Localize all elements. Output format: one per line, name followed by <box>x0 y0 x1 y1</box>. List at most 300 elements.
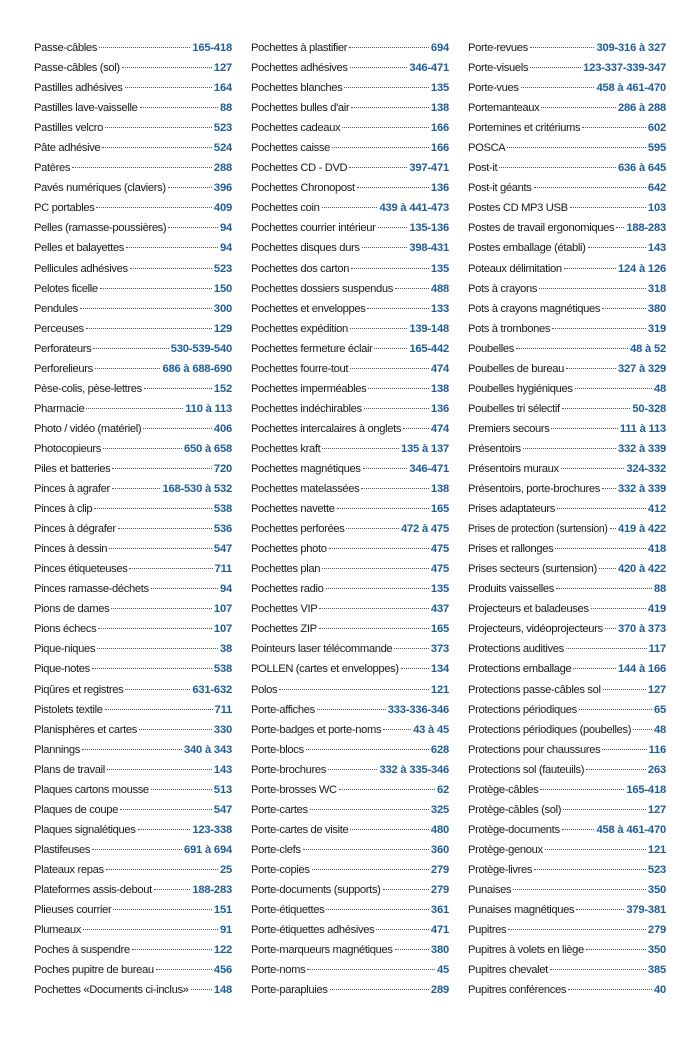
index-entry <box>251 178 449 198</box>
page-reference: 420 à 422 <box>618 563 666 576</box>
index-entry <box>251 379 449 399</box>
dot-leader <box>562 829 595 830</box>
dot-leader <box>107 769 212 770</box>
index-entry <box>468 339 666 359</box>
dot-leader <box>92 849 182 850</box>
dot-leader <box>339 789 435 790</box>
index-entry <box>468 519 666 539</box>
index-term: Premiers secours <box>468 422 550 435</box>
dot-leader <box>130 268 212 269</box>
dot-leader <box>499 167 616 168</box>
dot-leader <box>555 548 646 549</box>
dot-leader <box>357 187 429 188</box>
index-entry <box>468 940 666 960</box>
dot-leader <box>103 448 182 449</box>
index-entry <box>251 840 449 860</box>
index-entry <box>34 339 232 359</box>
index-term: Protections sol (fauteuils) <box>468 763 585 776</box>
page-reference: 127 <box>213 62 232 75</box>
dot-leader <box>576 909 624 910</box>
index-entry <box>468 279 666 299</box>
page-reference: 121 <box>430 683 449 696</box>
page-reference: 711 <box>214 563 232 576</box>
index-term: Pastilles velcro <box>34 122 104 135</box>
index-term: Pique-niques <box>34 643 96 656</box>
dot-leader <box>100 288 212 289</box>
page-reference: 117 <box>648 643 666 656</box>
index-term: Plateaux repas <box>34 863 104 876</box>
index-term: Pochettes magnétiques <box>251 462 361 475</box>
page-reference: 103 <box>647 202 666 215</box>
index-entry <box>34 439 232 459</box>
dot-leader <box>143 428 212 429</box>
index-term: Poches pupitre de bureau <box>34 964 154 977</box>
index-term: Pochettes plan <box>251 563 321 576</box>
index-term: Pinces à agrafer <box>34 483 110 496</box>
page-reference: 595 <box>647 142 666 155</box>
dot-leader <box>383 729 411 730</box>
page-reference: 40 <box>653 984 666 997</box>
page-reference: 409 <box>213 202 232 215</box>
dot-leader <box>317 709 386 710</box>
dot-leader <box>556 588 652 589</box>
index-entry <box>251 680 449 700</box>
index-entry <box>251 259 449 279</box>
dot-leader <box>605 628 616 629</box>
dot-leader <box>376 929 429 930</box>
dot-leader <box>363 468 408 469</box>
dot-leader <box>139 729 212 730</box>
index-entry <box>34 760 232 780</box>
index-entry <box>468 800 666 820</box>
index-entry <box>251 279 449 299</box>
index-entry <box>251 138 449 158</box>
index-entry <box>468 359 666 379</box>
page-reference: 94 <box>219 222 232 235</box>
index-entry <box>34 399 232 419</box>
page-reference: 330 <box>213 723 232 736</box>
page-reference: 121 <box>647 843 666 856</box>
dot-leader <box>111 608 212 609</box>
page-reference: 127 <box>647 683 666 696</box>
page-reference: 165-418 <box>192 42 232 54</box>
index-term: Pochettes kraft <box>251 442 321 455</box>
index-term: Protège-câbles <box>468 783 539 796</box>
dot-leader <box>350 829 429 830</box>
dot-leader <box>351 107 429 108</box>
index-term: Post-it géants <box>468 182 532 195</box>
index-term: Pellicules adhésives <box>34 262 128 275</box>
dot-leader <box>132 949 212 950</box>
index-entry <box>468 158 666 178</box>
index-term: Porte-marqueurs magnétiques <box>251 944 393 957</box>
index-term: Pochettes ZIP <box>251 623 317 636</box>
dot-leader <box>322 568 429 569</box>
index-term: Protège-documents <box>468 823 560 836</box>
index-entry <box>251 760 449 780</box>
index-entry <box>468 599 666 619</box>
index-term: Pinces étiqueteuses <box>34 563 128 576</box>
dot-leader <box>521 87 595 88</box>
dot-leader <box>513 889 646 890</box>
dot-leader <box>564 268 616 269</box>
index-term: Pèse-colis, pèse-lettres <box>34 382 142 395</box>
page-reference: 488 <box>430 282 449 295</box>
page-reference: 360 <box>430 843 449 856</box>
index-term: Pupitres <box>468 924 507 937</box>
index-term: Porte-affiches <box>251 703 315 716</box>
index-term: Poubelles hygiéniques <box>468 382 573 395</box>
index-term: Porte-noms <box>251 964 306 977</box>
index-term: Pochettes à plastifier <box>251 42 348 54</box>
page-reference: 123-337-339-347 <box>583 62 666 75</box>
index-term: Plumeaux <box>34 924 81 937</box>
page-reference: 524 <box>213 142 232 155</box>
index-term: Pochettes coin <box>251 202 320 215</box>
index-column-2 <box>251 38 449 1000</box>
index-entry <box>34 479 232 499</box>
index-entry <box>251 439 449 459</box>
index-term: Pochettes blanches <box>251 82 343 95</box>
index-term: Plateformes assis-debout <box>34 883 152 896</box>
page-reference: 48 à 52 <box>630 342 666 355</box>
dot-leader <box>579 709 652 710</box>
dot-leader <box>394 648 429 649</box>
index-term: Postes emballage (établi) <box>468 242 586 255</box>
index-entry <box>468 680 666 700</box>
index-entry <box>34 880 232 900</box>
index-entry <box>468 138 666 158</box>
dot-leader <box>602 488 616 489</box>
page-reference: 471 <box>430 924 449 937</box>
index-term: Protections périodiques <box>468 703 577 716</box>
index-term: Porte-revues <box>468 42 528 54</box>
index-entry <box>34 499 232 519</box>
dot-leader <box>603 689 646 690</box>
dot-leader <box>129 568 212 569</box>
index-term: Protège-genoux <box>468 843 543 856</box>
dot-leader <box>307 969 435 970</box>
page-reference: 380 <box>430 944 449 957</box>
index-entry <box>251 519 449 539</box>
dot-leader <box>395 949 429 950</box>
index-term: Pochettes indéchirables <box>251 402 362 415</box>
page-reference: 188-283 <box>626 222 666 235</box>
index-term: Pots à trombones <box>468 322 551 335</box>
page-reference: 373 <box>430 643 449 656</box>
page-reference: 406 <box>213 422 232 435</box>
index-entry <box>34 960 232 980</box>
index-term: Pupitres chevalet <box>468 964 548 977</box>
dot-leader <box>534 187 646 188</box>
index-term: Protections auditives <box>468 643 564 656</box>
index-term: Punaises magnétiques <box>468 904 575 917</box>
index-entry <box>468 740 666 760</box>
page-reference: 691 à 694 <box>184 843 232 856</box>
dot-leader <box>126 247 218 248</box>
index-term: Photocopieurs <box>34 442 101 455</box>
index-entry <box>468 178 666 198</box>
index-entry <box>34 359 232 379</box>
index-entry <box>251 900 449 920</box>
dot-leader <box>105 127 212 128</box>
dot-leader <box>562 408 631 409</box>
index-term: Pochettes imperméables <box>251 382 367 395</box>
index-term: Pions échecs <box>34 623 97 636</box>
page-reference: 346-471 <box>409 62 449 75</box>
dot-leader <box>508 929 646 930</box>
index-term: Pochettes radio <box>251 583 324 596</box>
page-reference: 474 <box>430 422 449 435</box>
page-reference: 143 <box>647 242 666 255</box>
page-reference: 279 <box>647 924 666 937</box>
dot-leader <box>109 548 212 549</box>
page-reference: 458 à 461-470 <box>596 82 666 95</box>
index-entry <box>34 780 232 800</box>
dot-leader <box>602 308 646 309</box>
page-reference: 686 à 688-690 <box>162 362 232 375</box>
index-term: Pochettes «Documents ci-inclus» <box>34 984 189 997</box>
index-term: Porte-documents (supports) <box>251 883 381 896</box>
index-term: Pochettes CD - DVD <box>251 162 348 175</box>
page-reference: 694 <box>430 42 449 54</box>
page-reference: 456 <box>213 964 232 977</box>
index-entry <box>34 900 232 920</box>
index-entry <box>251 539 449 559</box>
index-term: Portemines et critériums <box>468 122 581 135</box>
index-entry <box>34 519 232 539</box>
page-reference: 263 <box>647 763 666 776</box>
index-term: Pistolets textile <box>34 703 103 716</box>
index-term: Porte-étiquettes adhésives <box>251 924 375 937</box>
dot-leader <box>367 308 428 309</box>
page-reference: 43 à 45 <box>413 723 449 736</box>
index-entry <box>251 58 449 78</box>
index-entry <box>468 299 666 319</box>
page-reference: 289 <box>430 984 449 997</box>
index-term: Pochettes fermeture éclair <box>251 342 373 355</box>
index-entry <box>251 459 449 479</box>
index-entry <box>468 379 666 399</box>
index-entry <box>468 479 666 499</box>
dot-leader <box>403 428 429 429</box>
page-reference: 475 <box>430 543 449 556</box>
page-reference: 129 <box>213 322 232 335</box>
page-reference: 412 <box>647 503 666 516</box>
dot-leader <box>350 67 408 68</box>
index-entry <box>251 299 449 319</box>
dot-leader <box>523 448 616 449</box>
index-term: Polos <box>251 683 278 696</box>
page-reference: 288 <box>213 162 232 175</box>
index-entry <box>251 960 449 980</box>
index-term: Pochettes bulles d'air <box>251 102 350 115</box>
index-term: Postes CD MP3 USB <box>468 202 568 215</box>
index-entry <box>34 579 232 599</box>
index-term: Projecteurs et baladeuses <box>468 603 589 616</box>
index-entry <box>251 659 449 679</box>
page-reference: 50-328 <box>632 402 666 415</box>
page-reference: 602 <box>647 122 666 135</box>
page-reference: 396 <box>213 182 232 195</box>
dot-leader <box>191 989 212 990</box>
index-term: Pochettes intercalaires à onglets <box>251 422 402 435</box>
index-term: Porte-cartes de visite <box>251 823 349 836</box>
page-reference: 136 <box>430 402 449 415</box>
index-entry <box>251 880 449 900</box>
page-reference: 116 <box>648 743 666 756</box>
index-entry <box>34 218 232 238</box>
index-term: Porte-blocs <box>251 743 304 756</box>
index-entry <box>34 238 232 258</box>
page-reference: 135 <box>430 583 449 596</box>
page-reference: 143 <box>213 763 232 776</box>
page-reference: 188-283 <box>192 883 232 896</box>
page-reference: 318 <box>647 282 666 295</box>
index-term: Poubelles de bureau <box>468 362 564 375</box>
dot-leader <box>374 348 407 349</box>
index-term: Pinces ramasse-déchets <box>34 583 149 596</box>
index-term: Plans de travail <box>34 763 105 776</box>
dot-leader <box>168 227 218 228</box>
page-reference: 165 <box>430 623 449 636</box>
page-reference: 379-381 <box>626 904 666 917</box>
index-term: Pointeurs laser télécommande <box>251 643 393 656</box>
index-term: Pelles (ramasse-poussières) <box>34 222 167 235</box>
dot-leader <box>326 909 429 910</box>
index-entry <box>34 840 232 860</box>
index-term: Photo / vidéo (matériel) <box>34 422 142 435</box>
index-entry <box>251 780 449 800</box>
index-term: Pochettes caisse <box>251 142 330 155</box>
dot-leader <box>80 308 212 309</box>
page-reference: 475 <box>430 563 449 576</box>
index-term: Perceuses <box>34 322 84 335</box>
index-term: Pendules <box>34 302 78 315</box>
dot-leader <box>102 147 212 148</box>
dot-leader <box>105 709 213 710</box>
dot-leader <box>383 889 429 890</box>
dot-leader <box>573 668 616 669</box>
page-reference: 150 <box>213 282 232 295</box>
index-term: Porte-copies <box>251 863 310 876</box>
index-entry <box>34 78 232 98</box>
dot-leader <box>378 227 408 228</box>
index-entry <box>468 238 666 258</box>
page-reference: 530-539-540 <box>170 342 232 355</box>
page-reference: 523 <box>647 863 666 876</box>
page-reference: 122 <box>213 944 232 957</box>
dot-leader <box>322 448 399 449</box>
dot-leader <box>154 889 190 890</box>
page-reference: 346-471 <box>409 462 449 475</box>
index-term: Pochettes et enveloppes <box>251 302 366 315</box>
page-reference: 631-632 <box>192 683 232 696</box>
index-entry <box>34 279 232 299</box>
page-reference: 523 <box>213 122 232 135</box>
index-entry <box>251 158 449 178</box>
index-entry <box>251 38 449 58</box>
index-term: Pochettes photo <box>251 543 327 556</box>
index-term: Pochettes perforées <box>251 523 345 536</box>
index-entry <box>251 118 449 138</box>
index-entry <box>251 319 449 339</box>
dot-leader <box>125 87 212 88</box>
index-term: Pinces à clip <box>34 503 93 516</box>
dot-leader <box>368 388 428 389</box>
dot-leader <box>350 328 407 329</box>
index-term: Planisphères et cartes <box>34 723 137 736</box>
index-entry <box>34 980 232 1000</box>
index-term: Présentoirs muraux <box>468 462 559 475</box>
index-column-1 <box>34 38 232 1000</box>
index-entry <box>468 920 666 940</box>
index-entry <box>251 238 449 258</box>
index-entry <box>468 900 666 920</box>
index-entry <box>468 639 666 659</box>
index-term: Pochettes adhésives <box>251 62 348 75</box>
dot-leader <box>322 207 378 208</box>
dot-leader <box>586 949 646 950</box>
page-reference: 152 <box>213 382 232 395</box>
index-entry <box>34 619 232 639</box>
index-term: Plaques de coupe <box>34 803 118 816</box>
dot-leader <box>138 829 191 830</box>
index-term: Porte-cartes <box>251 803 308 816</box>
dot-leader <box>310 809 429 810</box>
index-entry <box>251 579 449 599</box>
page-reference: 472 à 475 <box>401 523 449 536</box>
dot-leader <box>344 87 429 88</box>
page-reference: 165 <box>430 503 449 516</box>
index-term: Protections passe-câbles sol <box>468 683 601 696</box>
index-term: Post-it <box>468 162 498 175</box>
dot-leader <box>151 789 212 790</box>
index-entry <box>34 419 232 439</box>
page-reference: 107 <box>213 603 232 616</box>
index-entry <box>468 419 666 439</box>
dot-leader <box>582 127 646 128</box>
index-term: Prises secteurs (surtension) <box>468 563 597 576</box>
index-entry <box>468 700 666 720</box>
index-entry <box>251 820 449 840</box>
index-entry <box>468 780 666 800</box>
index-term: Présentoirs <box>468 442 521 455</box>
dot-leader <box>332 147 429 148</box>
dot-leader <box>361 488 429 489</box>
dot-leader <box>568 989 652 990</box>
index-term: Piqûres et registres <box>34 683 124 696</box>
index-entry <box>34 138 232 158</box>
index-term: Pochettes dossiers suspendus <box>251 282 393 295</box>
page-reference: 325 <box>430 803 449 816</box>
index-entry <box>468 319 666 339</box>
page-reference: 419 <box>647 603 666 616</box>
index-entry <box>468 960 666 980</box>
page-reference: 385 <box>647 964 666 977</box>
page-reference: 332 à 339 <box>618 442 666 455</box>
index-entry <box>251 599 449 619</box>
index-term: Perforateurs <box>34 342 92 355</box>
index-entry <box>34 700 232 720</box>
index-entry <box>468 539 666 559</box>
index-term: Perforelieurs <box>34 362 93 375</box>
page-reference: 136 <box>430 182 449 195</box>
index-entry <box>468 459 666 479</box>
dot-leader <box>516 348 628 349</box>
index-entry <box>468 218 666 238</box>
dot-leader <box>125 689 190 690</box>
